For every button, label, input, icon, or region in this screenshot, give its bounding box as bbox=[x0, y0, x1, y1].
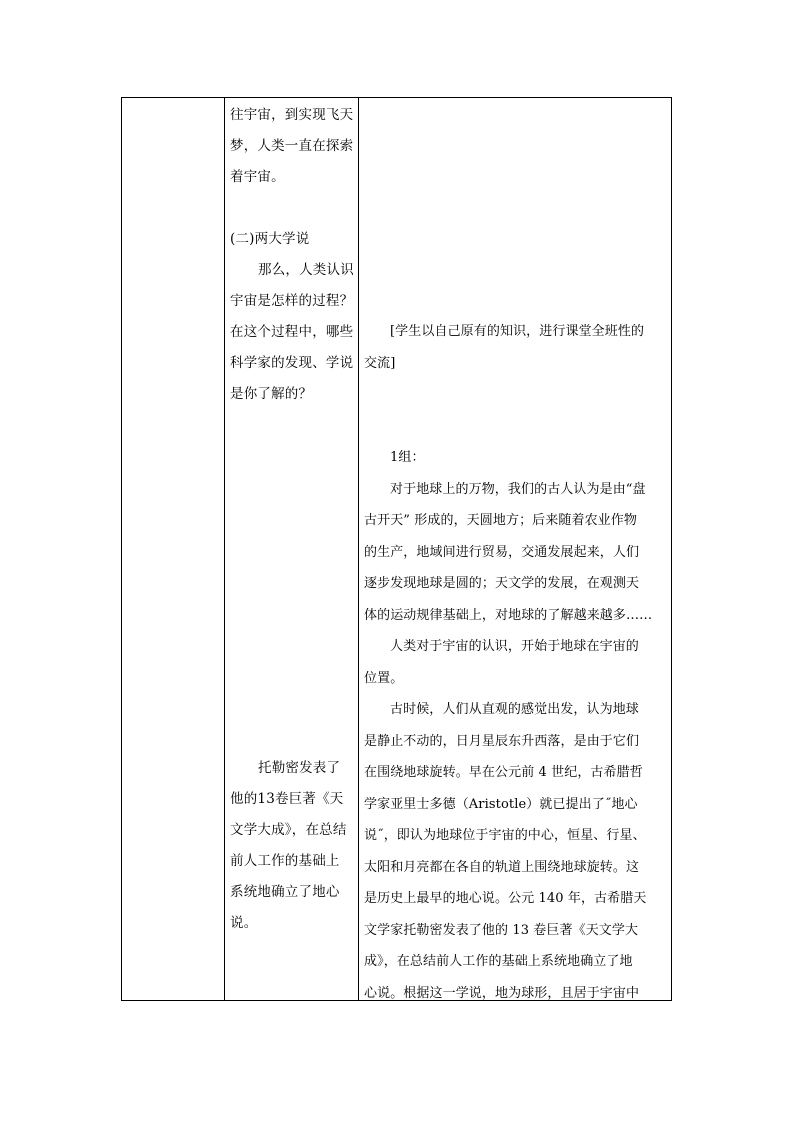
column-divider-2 bbox=[358, 98, 359, 1000]
ptolemy-line: 前人工作的基础上 bbox=[230, 853, 340, 869]
para3-line: 古时候，人们从直观的感觉出发，认为地球 bbox=[390, 702, 639, 717]
question-line: 科学家的发现、学说 bbox=[230, 355, 354, 371]
para2-line: 人类对于宇宙的认识，开始于地球在宇宙的 bbox=[390, 639, 639, 654]
section-heading bbox=[230, 224, 354, 255]
ptolemy-line: 系统地确立了地心 bbox=[230, 884, 340, 900]
para1-line: 对于地球上的万物，我们的古人认为是由“盘 bbox=[390, 481, 646, 497]
para2-line: 位置。 bbox=[364, 670, 404, 686]
question-line: 是你了解的？ bbox=[230, 386, 313, 402]
para3-line: 在围绕地球旋转。早在公元前 4 世纪，古希腊哲 bbox=[364, 765, 643, 780]
middle-intro bbox=[230, 100, 354, 193]
lesson-table bbox=[121, 97, 672, 1001]
intro-line: 往宇宙，到实现飞天 bbox=[230, 107, 354, 123]
question-line: 在这个过程中，哪些 bbox=[230, 324, 354, 340]
para3-line: 说˝，即认为地球位于宇宙的中心，恒星、行星、 bbox=[364, 828, 646, 843]
para3-line: 成》，在总结前人工作的基础上系统地确立了地 bbox=[364, 954, 633, 969]
question-line: 那么，人类认识 bbox=[258, 262, 354, 278]
para3-line: 太阳和月亮都在各自的轨道上围绕地球旋转。这 bbox=[364, 859, 640, 875]
middle-question bbox=[230, 255, 354, 410]
para1-line: 逐步发现地球是圆的；天文学的发展，在观测天 bbox=[364, 576, 640, 591]
student-activity bbox=[364, 316, 666, 379]
question-line: 宇宙是怎样的过程？ bbox=[230, 293, 354, 309]
para3-line: 是静止不动的，日月星辰东升西落，是由于它们 bbox=[364, 733, 640, 749]
intro-line: 着宇宙。 bbox=[230, 169, 285, 185]
activity-line: 交流] bbox=[364, 355, 396, 371]
activity-line: [学生以自己原有的知识，进行课堂全班性的 bbox=[390, 324, 645, 339]
group-1-content bbox=[364, 442, 666, 1009]
para3-line: 文学家托勒密发表了他的 13 卷巨著《天文学大 bbox=[364, 922, 639, 938]
ptolemy-line: 文学大成》，在总结 bbox=[230, 822, 347, 838]
para1-line: 古开天” 形成的，天圆地方；后来随着农业作物 bbox=[364, 513, 637, 528]
ptolemy-line: 说。 bbox=[230, 915, 258, 931]
para1-line: 的生产，地域间进行贸易，交通发展起来，人们 bbox=[364, 544, 640, 560]
para3-line: 是历史上最早的地心说。公元 140 年，古希腊天 bbox=[364, 891, 647, 906]
group-label: 1组： bbox=[390, 450, 425, 465]
middle-ptolemy bbox=[230, 753, 354, 939]
intro-line: 梦，人类一直在探索 bbox=[230, 138, 354, 154]
para1-line: 体的运动规律基础上，对地球的了解越来越多…… bbox=[364, 607, 653, 623]
para3-line: 心说。根据这一学说，地为球形，且居于宇宙中 bbox=[364, 985, 640, 1001]
ptolemy-line: 托勒密发表了 bbox=[258, 760, 341, 776]
para3-line: 学家亚里士多德（Aristotle）就已提出了˝地心 bbox=[364, 796, 638, 812]
column-divider-1 bbox=[224, 98, 225, 1000]
ptolemy-line: 他的13卷巨著《天 bbox=[230, 791, 344, 807]
section-heading-text: (二)两大学说 bbox=[230, 231, 310, 247]
